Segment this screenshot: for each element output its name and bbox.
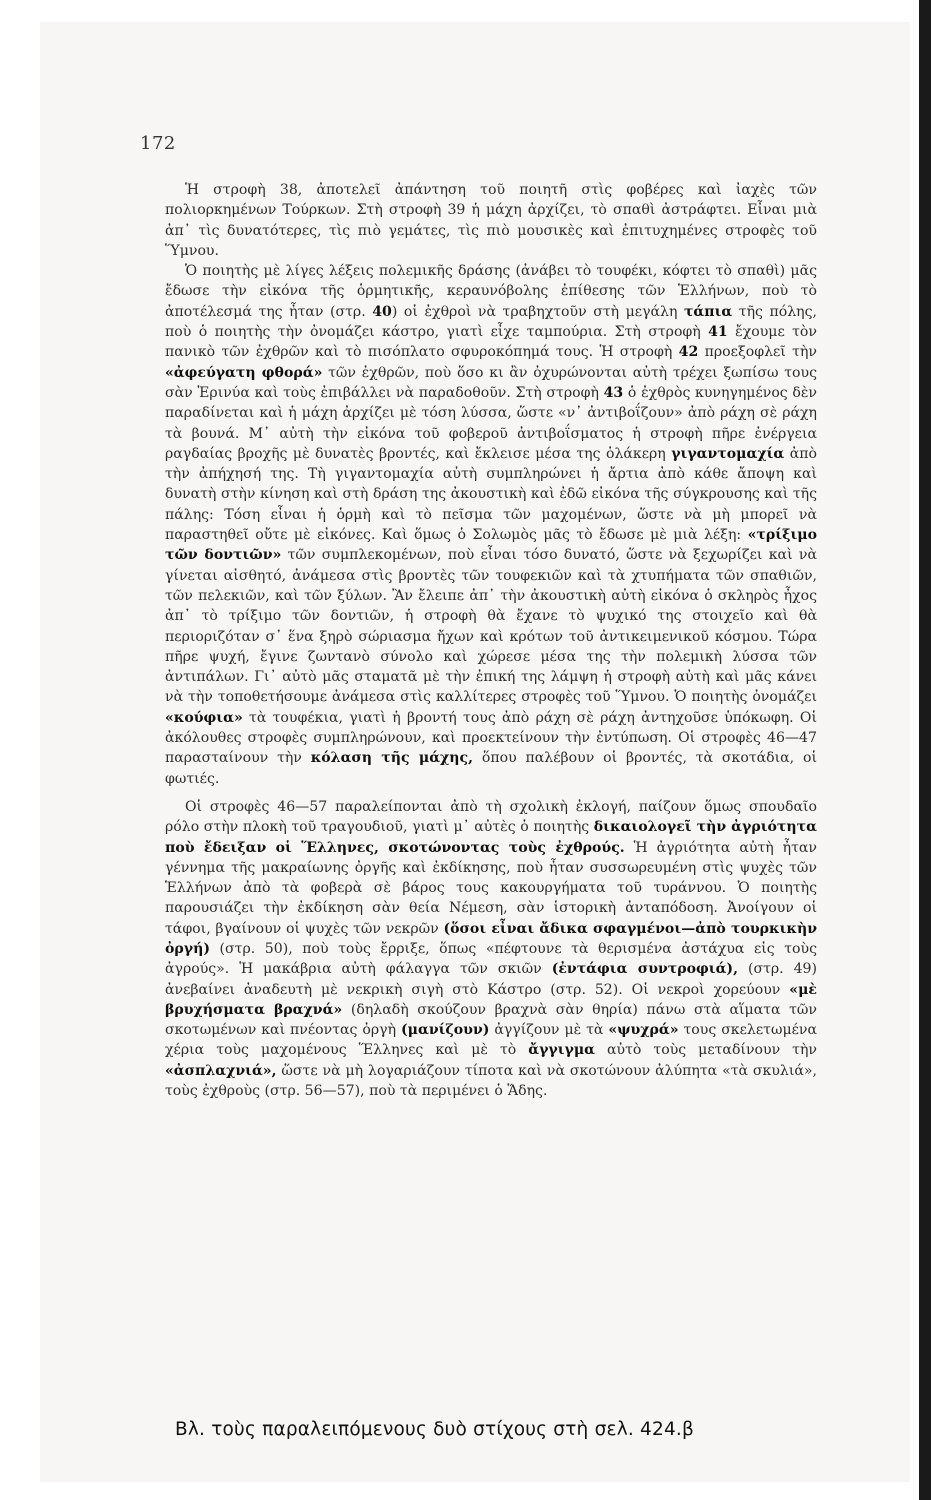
text-run: τὰ τουφέκια, γιατὶ ἡ βροντή τους ἀπὸ ράχη σὲ ράχη ἀντηχοῦσε ὑπόκωφη. Οἱ ἀκόλουθες στροφὲς συμπληρώνουν, καὶ προεκτείνουν τὴν ἐντύπωση. Οἱ στροφὲς 46—47 παρασταίνουν τὴν xyxy=(165,709,817,767)
text-run: ) οἱ ἐχθροὶ νὰ τραβηχτοῦν στὴ μεγάλη xyxy=(391,303,684,320)
bold-text-run: (ἐντάφια συντροφιά), xyxy=(551,961,739,978)
body-text xyxy=(165,180,817,1101)
text-run: προεξοφλεῖ τὴν xyxy=(698,344,817,361)
text-run: (στρ. 50), ποὺ τοὺς ἔρριξε, ὅπως «πέφτουνε τὰ θερισμένα ἀστάχυα εἰς τοὺς ἀγρούς». Ἡ μακάβρια αὐτὴ φάλαγγα τῶν σκιῶν xyxy=(165,940,817,978)
bold-text-run: κόλαση τῆς μάχης, xyxy=(310,750,474,767)
handwritten-note: Βλ. τοὺς παραλειπόμενους δυὸ στίχους στὴ σελ. 424.β xyxy=(175,1419,694,1440)
bold-text-run: «τρίξιμο τῶν δοντιῶν» xyxy=(165,527,817,564)
text-run: ἀπὸ τὴν ἀπήχησή της. Τὴ γιγαντομαχία αὐτὴ συμπληρώνει ἡ ἄρτια ἀπὸ κάθε ἄποψη καὶ δυνατὴ στὴν κίνηση καὶ στὴ δράση της ἀκουστικὴ καὶ ἐδῶ εἰκόνα τῆς σύγκρουσης καὶ τῆς πάλης: Τόση εἶναι ἡ ὁρμὴ καὶ τὸ πεῖσμα τῶν μαχομένων, ὥστε νὰ μὴ μπορεῖ νὰ παραστηθεῖ οὔτε μὲ εἰκόνες. Καὶ ὅμως ὁ Σολωμὸς μᾶς τὸ ἔδωσε μὲ μιὰ λέξη: xyxy=(165,445,818,544)
text-run: Ἡ στροφὴ 38, ἀποτελεῖ ἀπάντηση τοῦ ποιητῆ στὶς φοβέρες καὶ ἰαχὲς τῶν πολιορκημένων Τούρκων. Στὴ στροφὴ 39 ἡ μάχη ἀρχίζει, τὸ σπαθὶ ἀστράφτει. Εἶναι μιὰ ἀπ᾽ τὶς δυνατότερες, τὶς πιὸ γεμάτες, τὶς πιὸ μουσικὲς καὶ ἐπιτυχημένες στροφὲς τοῦ Ὕμνου. xyxy=(165,182,817,259)
bold-text-run: «ψυχρά» xyxy=(608,1022,679,1039)
text-run: (δηλαδὴ σκούζουν βραχνὰ σὰν θηρία) πάνω στὰ αἵματα τῶν σκοτωμένων καὶ πνέοντας ὀργὴ xyxy=(165,1001,817,1039)
bold-text-run: «ἀφεύγατη φθορά» xyxy=(165,364,323,381)
bold-text-run: «κούφια» xyxy=(165,709,243,726)
text-run: ἀγγίζουν μὲ τὰ xyxy=(489,1022,609,1039)
text-run: τῶν ἐχθρῶν, ποὺ ὅσο κι ἂν ὀχυρώνονται αὐτὴ τρέχει ξωπίσω τους σὰν Ἐρινύα καὶ τοὺς ἐπιβάλλει νὰ παραδοθοῦν. Στὴ στροφὴ xyxy=(165,364,817,401)
paragraph xyxy=(165,261,817,789)
scan-edge xyxy=(919,0,931,1500)
page-number: 172 xyxy=(140,133,176,154)
text-run: ὁ ἐχθρὸς κυνηγημένος δὲν παραδίνεται καὶ ἡ μάχη ἀρχίζει μὲ τόση λύσσα, ὥστε «ν᾽ ἀντιβοΐζουν» ἀπὸ ράχη σὲ ράχη τὰ βουνά. Μ᾽ αὐτὴ τὴν εἰκόνα τοῦ φοβεροῦ ἀντιβοΐσματος ἡ στροφὴ πῆρε ἐνέργεια ραγδαίας βροχῆς μὲ δυνατὲς βροντές, καὶ ἔκλεισε μέσα της ὁλάκερη xyxy=(165,384,817,462)
bold-text-run: «ἀσπλαχνιά», xyxy=(165,1062,277,1079)
text-run: (στρ. 49) ἀνεβαίνει ἀναδευτὴ μὲ νεκρικὴ σιγὴ στὸ Κάστρο (στρ. 52). Οἱ νεκροὶ χορεύουν xyxy=(165,961,817,998)
bold-text-run: 42 xyxy=(678,344,699,361)
text-run: τους σκελετωμένα χέρια τοὺς μαχομένους Ἕλληνες καὶ μὲ τὸ xyxy=(165,1022,817,1059)
text-run: τῆς πόλης, ποὺ ὁ ποιητὴς τὴν ὀνομάζει κάστρο, γιατὶ εἶχε ταμπούρια. Στὴ στροφὴ xyxy=(165,303,817,341)
bold-text-run: 40 xyxy=(372,303,392,320)
text-run: ἔχουμε τὸν πανικὸ τῶν ἐχθρῶν καὶ τὸ πισόπλατο σφυροκόπημά τους. Ἡ στροφὴ xyxy=(165,324,817,361)
bold-text-run: ἄγγιγμα xyxy=(528,1042,595,1059)
text-run: αὐτὸ τοὺς μεταδίνουν τὴν xyxy=(595,1042,817,1059)
text-run: Ἡ ἀγριότητα αὐτὴ ἦταν γέννημα τῆς μακραίωνης ὀργῆς καὶ ἐκδίκησης, ποὺ ἦταν συσσωρευμένη στὶς ψυχὲς τῶν Ἑλλήνων ἀπὸ τὰ φοβερὰ σὲ βάρος τους κακουργήματα τοῦ τυράννου. Ὁ ποιητὴς παρουσιάζει τὴν ἐκδίκηση σὰν θεία Νέμεση, σὰν ἱστορικὴ ἀνταπόδοση. Ἀνοίγουν οἱ τάφοι, βγαίνουν οἱ ψυχὲς τῶν νεκρῶν xyxy=(165,839,817,937)
paragraph xyxy=(165,797,817,1101)
text-run: ὥστε νὰ μὴ λογαριάζουν τίποτα καὶ νὰ σκοτώνουν ἀλύπητα «τὰ σκυλιά», τοὺς ἐχθροὺς (στρ. 56—57), ποὺ τὰ περιμένει ὁ Ἅδης. xyxy=(165,1062,817,1100)
text-run: τῶν συμπλεκομένων, ποὺ εἶναι τόσο δυνατό, ὥστε νὰ ξεχωρίζει καὶ νὰ γίνεται αἰσθητό, ἀνάμεσα στὶς βροντὲς τῶν τουφεκιῶν καὶ τὰ χτυπήματα τῶν σπαθιῶν, τῶν πελεκιῶν, καὶ τῶν ξύλων. Ἂν ἔλειπε ἀπ᾽ τὴν ἀκουστικὴ αὐτὴ εἰκόνα ὁ σκληρὸς ἦχος ἀπ᾽ τὸ τρίξιμο τῶν δοντιῶν, ἡ στροφὴ θὰ ἔχανε τὸ ψυχικό της στοιχεῖο καὶ θὰ περιοριζόταν σ᾽ ἕνα ξηρὸ σώριασμα ἤχων καὶ κρότων τοῦ ἀντικειμενικοῦ κόσμου. Τώρα πῆρε ψυχή, ἔγινε ζωντανὸ σύνολο καὶ χώρεσε μέσα της τὴν πολεμικὴ λύσσα τῶν ἀντιπάλων. Γι᾽ αὐτὸ μᾶς σταματᾶ μὲ τὴν ἐπική της λάμψη ἡ στροφὴ αὐτὴ καὶ μᾶς κάνει νὰ τὴν τοποθετήσουμε ἀνάμεσα στὶς καλλίτερες στροφὲς τοῦ Ὕμνου. Ὁ ποιητὴς ὀνομάζει xyxy=(165,547,817,706)
bold-text-run: δικαιολογεῖ τὴν ἀγριότητα ποὺ ἔδειξαν οἱ Ἕλληνες, σκοτώνοντας τοὺς ἐχθρούς. xyxy=(165,819,817,856)
paragraph xyxy=(165,180,817,261)
bold-text-run: «μὲ βρυχήσματα βραχνά» xyxy=(165,981,817,1018)
bold-text-run: γιγαντομαχία xyxy=(671,445,785,462)
text-run: Ὁ ποιητὴς μὲ λίγες λέξεις πολεμικῆς δράσης (ἀνάβει τὸ τουφέκι, κόφτει τὸ σπαθὶ) μᾶς ἔδωσε τὴν εἰκόνα τῆς ὁρμητικῆς, κεραυνόβολης ἐπίθεσης τῶν Ἑλλήνων, ποὺ τὸ ἀποτέλεσμά της ἦταν (στρ. xyxy=(165,263,817,320)
bold-text-run: (μανίζουν) xyxy=(400,1022,490,1039)
text-run: Οἱ στροφὲς 46—57 παραλείπονται ἀπὸ τὴ σχολικὴ ἐκλογή, παίζουν ὅμως σπουδαῖο ρόλο στὴν πλοκὴ τοῦ τραγουδιοῦ, γιατὶ μ᾽ αὐτὲς ὁ ποιητὴς xyxy=(165,798,817,836)
bold-text-run: (ὅσοι εἶναι ἄδικα σφαγμένοι—ἀπὸ τουρκικὴν ὀργή) xyxy=(165,920,817,957)
bold-text-run: 43 xyxy=(603,384,624,401)
bold-text-run: τάπια xyxy=(683,303,733,320)
text-run: ὅπου παλέβουν οἱ βροντές, τὰ σκοτάδια, οἱ φωτιές. xyxy=(165,750,817,787)
bold-text-run: 41 xyxy=(708,324,728,341)
